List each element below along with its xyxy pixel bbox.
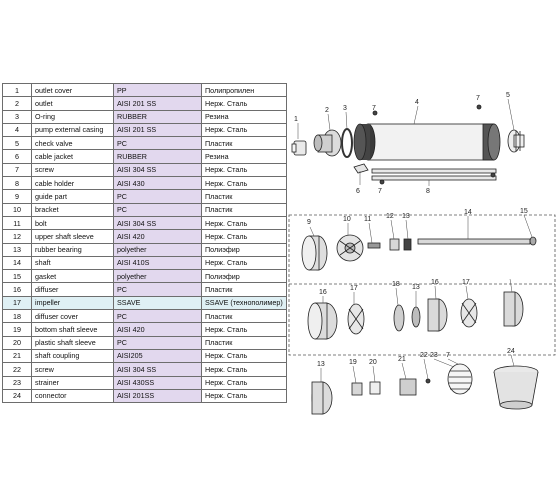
table-row [3,177,287,190]
material-ru-cell: Нерж. Сталь [202,230,287,243]
material-ru-cell: Пластик [202,203,287,216]
plastic-shaft-sleeve-part [370,382,380,394]
part-name-cell: cable jacket [32,150,114,163]
material-cell: AISI 410S [114,256,202,269]
table-row [3,84,287,97]
part-name-cell: cable holder [32,177,114,190]
part-name-cell: diffuser [32,283,114,296]
material-cell: PC [114,190,202,203]
material-ru-cell: SSAVE (технополимер) [202,296,287,309]
impeller-part-2 [461,299,477,327]
table-row [3,190,287,203]
diffuser-part-3 [504,292,523,326]
callout-19: 19 [349,359,357,366]
part-name-cell: guide part [32,190,114,203]
cable-holder-part [372,169,496,180]
table-row [3,283,287,296]
callout-18: 18 [392,281,400,288]
table-row [3,163,287,176]
diffuser-cover-part [394,305,404,331]
outlet-cover-part [292,141,306,155]
material-ru-cell: Нерж. Сталь [202,177,287,190]
callout-5: 5 [506,92,510,99]
part-name-cell: pump external casing [32,123,114,136]
part-number-cell: 5 [3,137,32,150]
table-row [3,97,287,110]
part-name-cell: upper shaft sleeve [32,230,114,243]
stack-bottom-part [312,382,332,414]
part-number-cell: 23 [3,376,32,389]
table-row [3,110,287,123]
part-name-cell: gasket [32,270,114,283]
part-number-cell: 16 [3,283,32,296]
callout-15: 15 [520,208,528,215]
part-number-cell: 12 [3,230,32,243]
rubber-bearing-part [404,239,411,250]
table-row [3,123,287,136]
callout-16: 16 [319,289,327,296]
part-number-cell: 19 [3,323,32,336]
part-number-cell: 18 [3,310,32,323]
part-number-cell: 14 [3,256,32,269]
table-row [3,323,287,336]
callout-3: 3 [343,105,347,112]
table-row [3,230,287,243]
exploded-pump-diagram [288,83,556,418]
part-name-cell: outlet [32,97,114,110]
part-number-cell: 3 [3,110,32,123]
material-ru-cell: Резина [202,150,287,163]
check-valve-part [508,130,524,152]
cable-jacket-part [354,164,368,173]
pump-casing-part [354,124,500,160]
gasket-stack-part [412,307,420,327]
material-ru-cell: Пластик [202,310,287,323]
material-cell: polyether [114,270,202,283]
material-ru-cell: Нерж. Сталь [202,363,287,376]
material-cell: AISI 420 [114,323,202,336]
callout-17: 17 [462,279,470,286]
strainer-part [448,364,472,394]
part-name-cell: diffuser cover [32,310,114,323]
bracket-part [337,235,363,261]
part-number-cell: 1 [3,84,32,97]
callout-2: 2 [325,107,329,114]
part-name-cell: outlet cover [32,84,114,97]
outlet-part [314,130,341,156]
material-cell: AISI 430SS [114,376,202,389]
material-ru-cell: Нерж. Сталь [202,123,287,136]
material-ru-cell: Нерж. Сталь [202,323,287,336]
material-ru-cell: Нерж. Сталь [202,349,287,362]
callout-23: 23 [430,352,438,359]
callout-22: 22 [420,352,428,359]
impeller-part [348,304,364,334]
part-number-cell: 8 [3,177,32,190]
callout-7: 7 [378,188,382,195]
callout-10: 10 [343,216,351,223]
part-name-cell: shaft coupling [32,349,114,362]
part-name-cell: shaft [32,256,114,269]
table-row [3,270,287,283]
material-ru-cell: Нерж. Сталь [202,97,287,110]
material-cell: AISI 201 SS [114,97,202,110]
material-cell: AISI205 [114,349,202,362]
parts-table [2,83,287,403]
callout-12: 12 [386,213,394,220]
part-name-cell: check valve [32,137,114,150]
material-ru-cell: Пластик [202,336,287,349]
material-cell: RUBBER [114,150,202,163]
part-number-cell: 13 [3,243,32,256]
upper-shaft-sleeve-part [390,239,399,250]
material-cell: AISI 430 [114,177,202,190]
bolt-part [368,243,380,248]
table-row [3,376,287,389]
material-cell: polyether [114,243,202,256]
part-number-cell: 21 [3,349,32,362]
material-cell: PP [114,84,202,97]
part-number-cell: 24 [3,389,32,402]
part-name-cell: screw [32,363,114,376]
material-cell: AISI 304 SS [114,163,202,176]
material-ru-cell: Нерж. Сталь [202,376,287,389]
part-number-cell: 22 [3,363,32,376]
material-cell: SSAVE [114,296,202,309]
material-ru-cell: Нерж. Сталь [202,216,287,229]
callout-13: 13 [412,284,420,291]
shaft-part [418,239,530,244]
table-row [3,137,287,150]
material-cell: AISI 420 [114,230,202,243]
gasket-part [530,237,536,245]
callout-14: 14 [464,209,472,216]
material-ru-cell: Пластик [202,283,287,296]
callout-6: 6 [356,188,360,195]
table-row [3,389,287,402]
part-name-cell: rubber bearing [32,243,114,256]
material-cell: PC [114,137,202,150]
material-cell: RUBBER [114,110,202,123]
callout-21: 21 [398,356,406,363]
callout-13: 13 [402,213,410,220]
material-cell: PC [114,203,202,216]
part-name-cell: plastic shaft sleeve [32,336,114,349]
part-name-cell: screw [32,163,114,176]
material-ru-cell: Нерж. Сталь [202,163,287,176]
callout-7: 7 [476,95,480,102]
material-cell: PC [114,336,202,349]
part-name-cell: strainer [32,376,114,389]
material-ru-cell: Нерж. Сталь [202,389,287,402]
material-cell: AISI 201 SS [114,123,202,136]
material-ru-cell: Пластик [202,190,287,203]
part-number-cell: 15 [3,270,32,283]
connector-part [494,366,538,409]
diffuser-part-2 [428,299,447,331]
guide-part [302,236,327,270]
table-row [3,349,287,362]
callout-7: 7 [446,352,450,359]
callout-4: 4 [415,99,419,106]
material-cell: PC [114,310,202,323]
part-name-cell: bottom shaft sleeve [32,323,114,336]
table-row [3,363,287,376]
part-name-cell: O-ring [32,110,114,123]
material-ru-cell: Резина [202,110,287,123]
table-row [3,203,287,216]
diffuser-part [308,303,337,339]
callout-11: 11 [364,216,372,223]
table-row [3,243,287,256]
part-number-cell: 4 [3,123,32,136]
material-cell: AISI 304 SS [114,363,202,376]
material-ru-cell: Нерж. Сталь [202,256,287,269]
part-name-cell: impeller [32,296,114,309]
material-ru-cell: Полиэфир [202,243,287,256]
callout-24: 24 [507,348,515,355]
callout-13: 13 [317,361,325,368]
callout-8: 8 [426,188,430,195]
table-row [3,310,287,323]
part-number-cell: 9 [3,190,32,203]
shaft-coupling-part [400,379,416,395]
part-number-cell: 20 [3,336,32,349]
material-cell: AISI 201SS [114,389,202,402]
callout-17: 17 [350,285,358,292]
o-ring-part [342,129,352,157]
table-row [3,296,287,309]
part-number-cell: 10 [3,203,32,216]
callout-20: 20 [369,359,377,366]
part-number-cell: 6 [3,150,32,163]
table-row [3,256,287,269]
material-cell: PC [114,283,202,296]
part-name-cell: connector [32,389,114,402]
part-name-cell: bolt [32,216,114,229]
material-ru-cell: Полипропилен [202,84,287,97]
part-name-cell: bracket [32,203,114,216]
callout-1: 1 [294,116,298,123]
part-number-cell: 2 [3,97,32,110]
material-cell: AISI 304 SS [114,216,202,229]
parts-table-body [3,84,287,403]
part-number-cell: 7 [3,163,32,176]
callout-9: 9 [307,219,311,226]
table-row [3,336,287,349]
material-ru-cell: Полиэфир [202,270,287,283]
table-row [3,216,287,229]
part-number-cell: 11 [3,216,32,229]
part-number-cell: 17 [3,296,32,309]
screw-part-2 [426,379,430,383]
table-row [3,150,287,163]
callout-16: 16 [431,279,439,286]
material-ru-cell: Пластик [202,137,287,150]
callout-7: 7 [372,105,376,112]
bottom-shaft-sleeve-part [352,383,362,395]
